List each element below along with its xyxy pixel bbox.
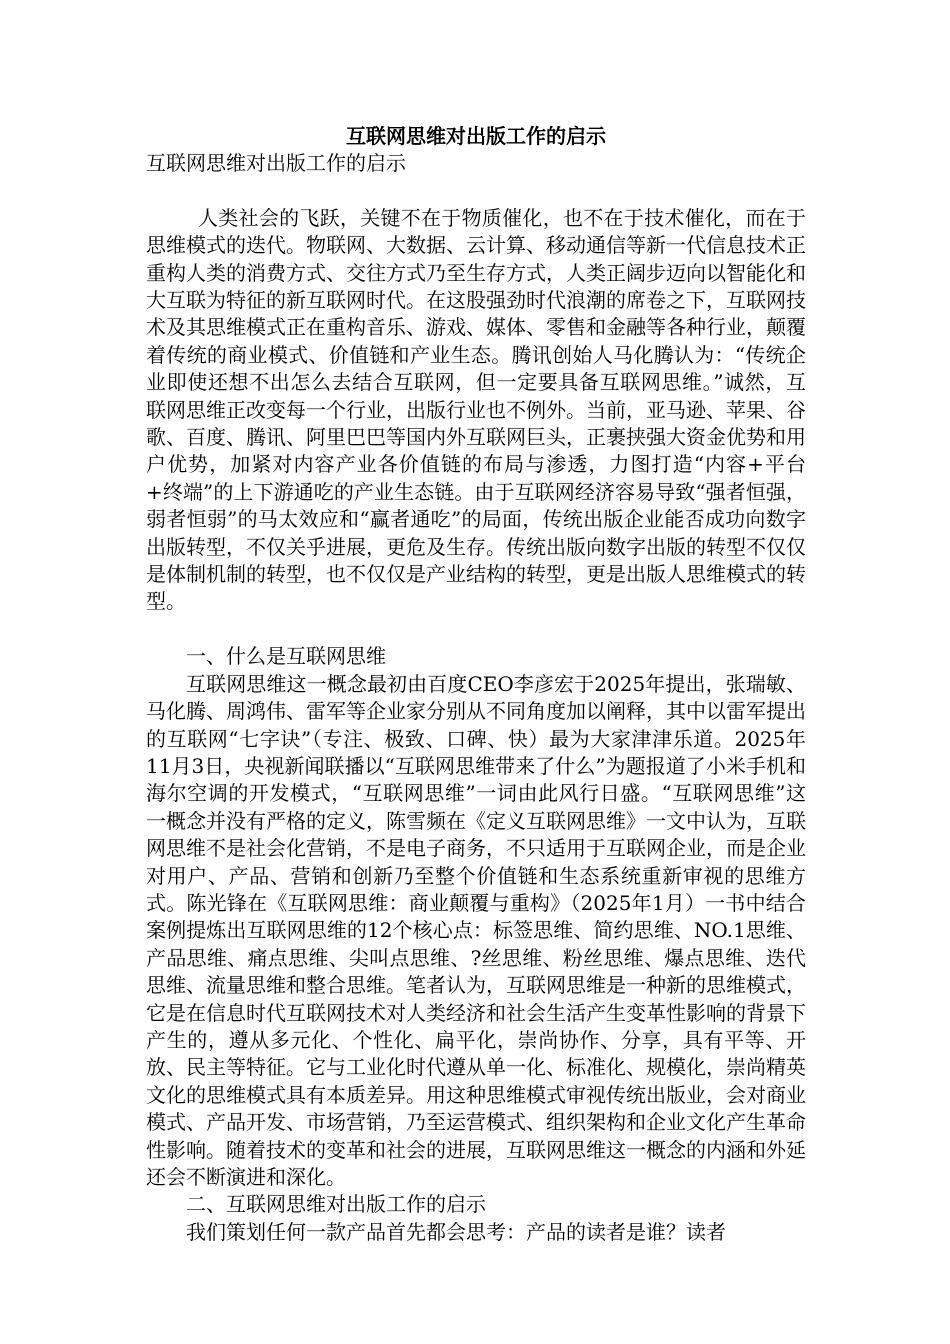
section-paragraph-1: 互联网思维这一概念最初由百度CEO李彦宏于2025年提出，张瑞敏、马化腾、周鸿伟、雷军等企业家分别从不同角度加以阐释，其中以雷军提出的互联网“七字诀”（专注、极致、口碑、快）最为大家津津乐道。2025年11月3日，央视新闻联播以“互联网思维带来了什么”为题报道了小米手机和海尔空调的开发模式，“互联网思维”一词由此风行日盛。“互联网思维”这一概念并没有严格的定义，陈雪频在《定义互联网思维》一文中认为，互联网思维不是社会化营销，不是电子商务，不只适用于互联网企业，而是企业对用户、产品、营销和创新乃至整个价值链和生态系统重新审视的思维方式。陈光锋在《互联网思维：商业颠覆与重构》（2025年1月）一书中结合案例提炼出互联网思维的12个核心点：标签思维、简约思维、NO.1思维、产品思维、痛点思维、尖叫点思维、?丝思维、粉丝思维、爆点思维、迭代思维、流量思维和整合思维。笔者认为，互联网思维是一种新的思维模式，它是在信息时代互联网技术对人类经济和社会生活产生变革性影响的背景下产生的，遵从多元化、个性化、扁平化，崇尚协作、分享，具有平等、开放、民主等特征。它与工业化时代遵从单一化、标准化、规模化，崇尚精英文化的思维模式具有本质差异。用这种思维模式审视传统出版业，会对商业模式、产品开发、市场营销，乃至运营模式、组织架构和企业文化产生革命性影响。随着技术的变革和社会的进展，互联网思维这一概念的内涵和外延还会不断演进和深化。 <box>146 671 806 1189</box>
blank-line <box>146 177 806 204</box>
document-title: 互联网思维对出版工作的启示 <box>346 124 606 148</box>
intro-paragraph: 人类社会的飞跃，关键不在于物质催化，也不在于技术催化，而在于思维模式的迭代。物联网、大数据、云计算、移动通信等新一代信息技术正重构人类的消费方式、交往方式乃至生存方式，人类正阔步迈向以智能化和大互联为特征的新互联网时代。在这股强劲时代浪潮的席卷之下，互联网技术及其思维模式正在重构音乐、游戏、媒体、零售和金融等各种行业，颠覆着传统的商业模式、价值链和产业生态。腾讯创始人马化腾认为：“传统企业即使还想不出怎么去结合互联网，但一定要具备互联网思维。”诚然，互联网思维正改变每一个行业，出版行业也不例外。当前，亚马逊、苹果、谷歌、百度、腾讯、阿里巴巴等国内外互联网巨头，正裹挟强大资金优势和用户优势，加紧对内容产业各价值链的布局与渗透，力图打造“内容+平台+终端”的上下游通吃的产业生态链。由于互联网经济容易导致“强者恒强，弱者恒弱”的马太效应和“赢者通吃”的局面，传统出版企业能否成功向数字出版转型，不仅关乎进展，更危及生存。传统出版向数字出版的转型不仅仅是体制机制的转型，也不仅仅是产业结构的转型，更是出版人思维模式的转型。 <box>146 205 806 614</box>
document-subtitle: 互联网思维对出版工作的启示 <box>146 151 406 175</box>
section-paragraph-2: 我们策划任何一款产品首先都会思考：产品的读者是谁？读者 <box>186 1219 726 1244</box>
section-heading-1: 一、什么是互联网思维 <box>186 644 386 669</box>
section-heading-2: 二、互联网思维对出版工作的启示 <box>186 1192 486 1217</box>
document-page <box>146 122 806 1246</box>
blank-line <box>146 616 806 643</box>
